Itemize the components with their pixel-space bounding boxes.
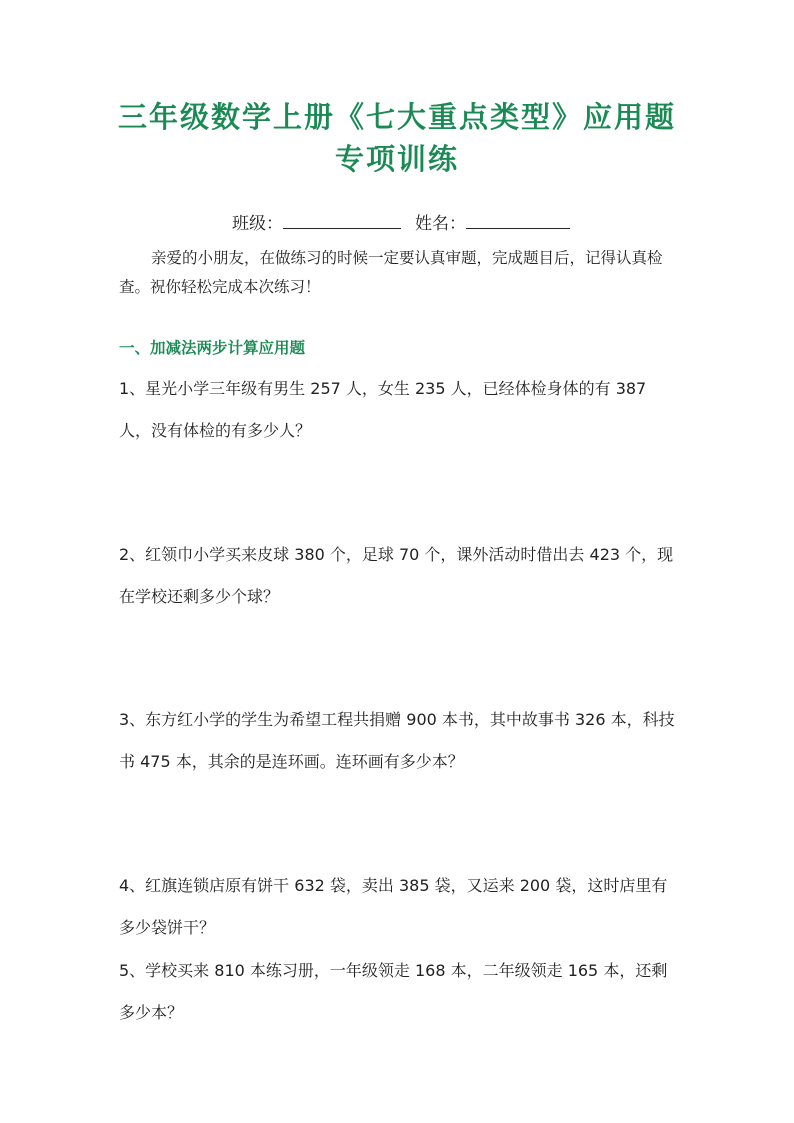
section-heading: 一、加减法两步计算应用题 <box>119 338 306 357</box>
class-field[interactable] <box>283 210 401 229</box>
name-field[interactable] <box>466 210 570 229</box>
question-4: 4、红旗连锁店原有饼干 632 袋，卖出 385 袋，又运来 200 袋，这时店里有多少袋饼干？ <box>119 876 668 937</box>
name-label: 姓名： <box>415 214 466 234</box>
intro-paragraph: 亲爱的小朋友，在做练习的时候一定要认真审题，完成题目后，记得认真检查。祝你轻松完成本次练习！ <box>119 249 663 296</box>
student-info-line <box>232 210 570 236</box>
question-2: 2、红领巾小学买来皮球 380 个，足球 70 个，课外活动时借出去 423 个，现在学校还剩多少个球？ <box>119 545 674 606</box>
page-subtitle: 专项训练 <box>334 142 459 176</box>
question-3: 3、东方红小学的学生为希望工程共捐赠 900 本书，其中故事书 326 本，科技书 475 本，其余的是连环画。连环画有多少本？ <box>119 710 675 771</box>
question-1: 1、星光小学三年级有男生 257 人，女生 235 人，已经体检身体的有 387 人，没有体检的有多少人？ <box>119 379 647 440</box>
question-5: 5、学校买来 810 本练习册，一年级领走 168 本，二年级领走 165 本，还剩多少本？ <box>119 961 668 1022</box>
page-title: 三年级数学上册《七大重点类型》应用题 <box>117 100 676 134</box>
class-label: 班级： <box>232 214 283 234</box>
